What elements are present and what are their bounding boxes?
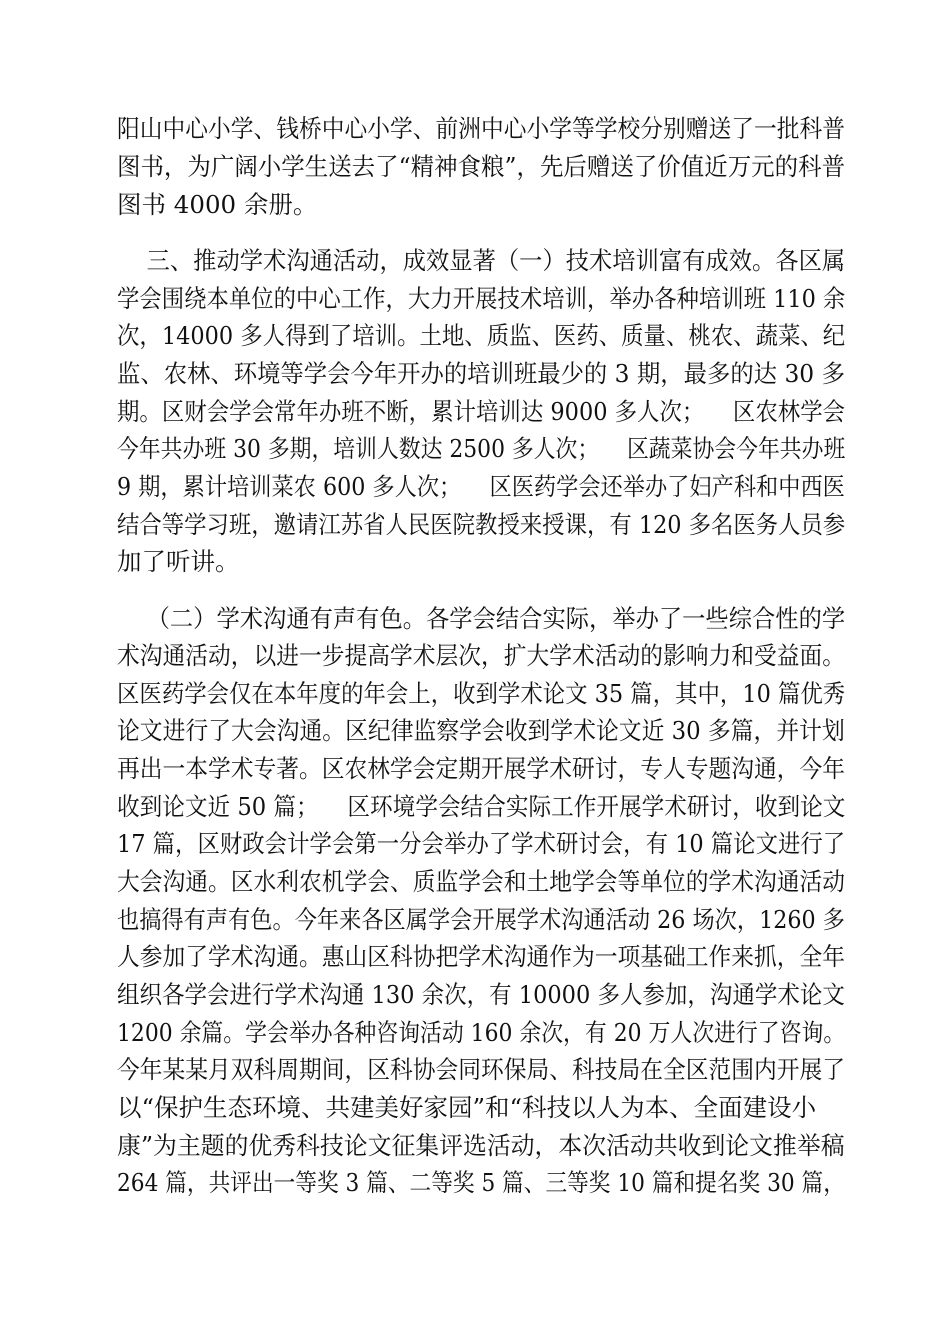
text-line: 加了听讲。 bbox=[117, 547, 240, 576]
text-line: 康”为主题的优秀科技论文征集评选活动，本次活动共收到论文推举稿 bbox=[117, 1131, 845, 1160]
text-line: 论文进行了大会沟通。区纪律监察学会收到学术论文近 30 多篇，并计划 bbox=[117, 716, 845, 745]
text-line: 结合等学习班，邀请江苏省人民医院教授来授课，有 120 多名医务人员参 bbox=[117, 510, 846, 539]
text-line: 期。区财会学会常年办班不断，累计培训达 9000 多人次； 区农林学会 bbox=[117, 397, 846, 426]
text-line: 阳山中心小学、钱桥中心小学、前洲中心小学等学校分别赠送了一批科普 bbox=[117, 114, 845, 143]
text-line: 三、推动学术沟通活动，成效显著（一）技术培训富有成效。各区属 bbox=[117, 246, 846, 275]
text-line: 17 篇，区财政会计学会第一分会举办了学术研讨会，有 10 篇论文进行了 bbox=[117, 829, 846, 858]
text-line: 学会围绕本单位的中心工作，大力开展技术培训，举办各种培训班 110 余 bbox=[117, 284, 846, 313]
text-line: 1200 余篇。学会举办各种咨询活动 160 余次，有 20 万人次进行了咨询。 bbox=[117, 1018, 846, 1047]
text-line: 再出一本学术专著。区农林学会定期开展学术研讨，专人专题沟通，今年 bbox=[117, 754, 845, 783]
text-line: 次，14000 多人得到了培训。土地、质监、医药、质量、桃农、蔬菜、纪 bbox=[117, 321, 846, 350]
text-line: 今年共办班 30 多期，培训人数达 2500 多人次； 区蔬菜协会今年共办班 bbox=[117, 434, 846, 463]
text-line: 监、农林、环境等学会今年开办的培训班最少的 3 期，最多的达 30 多 bbox=[117, 359, 845, 388]
text-line: 区医药学会仅在本年度的年会上，收到学术论文 35 篇，其中，10 篇优秀 bbox=[117, 679, 846, 708]
text-line: 9 期，累计培训菜农 600 多人次； 区医药学会还举办了妇产科和中西医 bbox=[117, 472, 845, 501]
text-line: 收到论文近 50 篇； 区环境学会结合实际工作开展学术研讨，收到论文 bbox=[117, 792, 846, 821]
text-line: 今年某某月双科周期间，区科协会同环保局、科技局在全区范围内开展了 bbox=[117, 1055, 845, 1084]
text-line: （二）学术沟通有声有色。各学会结合实际，举办了一些综合性的学 bbox=[117, 604, 846, 633]
text-line: 术沟通活动，以进一步提高学术层次，扩大学术活动的影响力和受益面。 bbox=[117, 641, 845, 670]
text-line: 组织各学会进行学术沟通 130 余次，有 10000 多人参加，沟通学术论文 bbox=[117, 980, 845, 1009]
text-line: 图书 4000 余册。 bbox=[117, 190, 318, 219]
text-line: 图书，为广阔小学生送去了“精神食粮”，先后赠送了价值近万元的科普 bbox=[117, 152, 846, 181]
text-line: 264 篇，共评出一等奖 3 篇、二等奖 5 篇、三等奖 10 篇和提名奖 30 篇， bbox=[117, 1168, 845, 1197]
text-line: 以“保护生态环境、共建美好家园”和“科技以人为本、全面建设小 bbox=[117, 1093, 817, 1122]
text-line: 也搞得有声有色。今年来各区属学会开展学术沟通活动 26 场次，1260 多 bbox=[117, 905, 845, 934]
text-line: 大会沟通。区水利农机学会、质监学会和土地学会等单位的学术沟通活动 bbox=[117, 867, 845, 896]
text-line: 人参加了学术沟通。惠山区科协把学术沟通作为一项基础工作来抓，全年 bbox=[117, 942, 845, 971]
